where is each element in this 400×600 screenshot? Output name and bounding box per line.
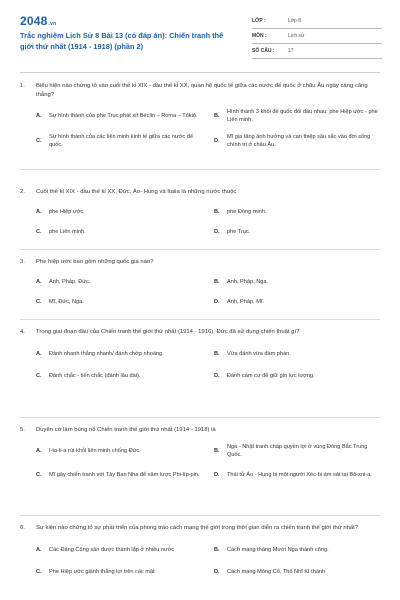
meta-label: LỚP :	[252, 18, 266, 24]
option-a[interactable]	[36, 347, 202, 361]
option-a[interactable]	[36, 443, 202, 459]
option-b[interactable]	[214, 205, 380, 219]
option-d[interactable]	[214, 295, 380, 309]
option-d[interactable]	[214, 468, 380, 482]
option-letter: C.	[36, 298, 42, 305]
option-text: Vừa đánh vừa đàm phán.	[227, 350, 291, 357]
option-text: Đánh chắc - tiến chắc (đánh lâu dài).	[49, 372, 141, 379]
question-5	[20, 426, 380, 516]
option-text: Đánh nhanh thắng nhanh/ đánh chớp nhoáng.	[49, 350, 164, 357]
question-text: Phe hiệp ước bao gồm những quốc gia nào?	[36, 259, 154, 265]
question-3	[20, 258, 380, 320]
question-6	[20, 524, 380, 585]
question-text: Biểu hiện nào chứng tỏ vào cuối thế kỉ XIX - đầu thế kỉ XX, quan hệ quốc tế giữa các nước đế quốc ở châu Âu ngày càng căng thẳng?	[36, 83, 368, 98]
option-b[interactable]	[214, 275, 380, 289]
option-text: phe Hiệp ước.	[49, 208, 85, 215]
option-letter: A.	[36, 113, 42, 120]
option-text: Đánh cầm cự để giữ gìn lực lượng.	[227, 372, 315, 379]
option-letter: D.	[214, 298, 220, 305]
option-text: I-ta-li-a rút khỏi liên minh chống Đức.	[49, 447, 141, 454]
option-letter: C.	[36, 138, 42, 145]
question-text: Sự kiện nào chứng tỏ sự phát triển của phong trào cách mạng thế giới trong thời gian diễn ra chiến tranh thế giới thứ nhất?	[36, 525, 359, 531]
option-letter: B.	[214, 208, 220, 215]
option-d[interactable]	[214, 225, 380, 239]
question-number: 2.	[20, 189, 25, 195]
meta-value: 17	[288, 48, 294, 54]
option-text: phe Liên minh.	[49, 228, 86, 235]
option-b[interactable]	[214, 108, 380, 124]
header-divider	[20, 72, 380, 73]
option-letter: A.	[36, 278, 42, 285]
option-letter: D.	[214, 568, 220, 575]
option-text: Anh, Pháp, Đức.	[49, 278, 91, 285]
header	[0, 0, 400, 72]
question-2	[20, 188, 380, 250]
option-text: Các Đảng Cộng sản được thành lập ở nhiều nước	[49, 546, 175, 553]
question-text: Trong giai đoạn đầu của Chiến tranh thế giới thứ nhất (1914 - 1916), Đức đã sử dụng chiến thuật gì?	[36, 329, 300, 335]
option-letter: D.	[214, 228, 220, 235]
logo-domain: .vn	[48, 21, 57, 27]
option-letter: C.	[36, 471, 42, 478]
question-number: 1.	[20, 83, 25, 89]
question-4	[20, 328, 380, 418]
option-text: Phe Hiệp ước giành thắng lợi trên các mặt	[49, 568, 155, 575]
option-text: Cách mạng tháng Mười Nga thành công.	[227, 546, 329, 553]
option-text: Anh, Pháp, Mĩ.	[227, 298, 265, 305]
option-text: Mĩ gia tăng ảnh hưởng và can thiệp sâu sắc vào đời sống chính trị ở châu Âu.	[227, 134, 371, 149]
option-letter: A.	[36, 208, 42, 215]
option-letter: C.	[36, 228, 42, 235]
option-letter: D.	[214, 471, 220, 478]
option-letter: B.	[214, 113, 220, 120]
option-text: Hình thành 3 khối đế quốc đối đầu nhau: phe Hiệp ước - phe Liên minh.	[227, 109, 378, 124]
question-text: Cuối thế kỉ XIX - đầu thế kỉ XX, Đức, Áo- Hung và Italia là những nước thuộc	[36, 189, 237, 195]
option-text: Mĩ, Đức, Nga.	[49, 298, 84, 305]
question-number: 5.	[20, 427, 25, 433]
option-letter: B.	[214, 447, 220, 454]
question-number: 4.	[20, 329, 25, 335]
option-text: Sự hình thành của các liên minh kinh tế giữa các nước đế quốc.	[49, 134, 193, 149]
option-text: Sự hình thành của phe Trục phát xít Béclin – Roma – Tôkiô.	[49, 113, 198, 120]
option-letter: A.	[36, 447, 42, 454]
option-text: Thái tử Áo - Hung bị một người Xéc-bi ám sát tại Bô-xni-a.	[227, 471, 372, 478]
option-letter: A.	[36, 350, 42, 357]
option-c[interactable]	[36, 133, 202, 149]
option-d[interactable]	[214, 565, 380, 579]
option-d[interactable]	[214, 369, 380, 383]
option-text: phe Đồng minh.	[227, 208, 267, 215]
meta-row-count	[252, 44, 382, 59]
option-d[interactable]	[214, 133, 380, 149]
meta-value: Lớp 8	[288, 18, 302, 24]
meta-row-subject	[252, 29, 382, 44]
option-letter: B.	[214, 546, 220, 553]
option-a[interactable]	[36, 543, 202, 557]
meta-label: MÔN :	[252, 33, 267, 39]
question-number: 3.	[20, 259, 25, 265]
meta-label: SỐ CÂU :	[252, 48, 275, 54]
meta-row-class	[252, 14, 382, 29]
page-title: Trắc nghiệm Lịch Sử 8 Bài 13 (có đáp án): Chiến tranh thế giới thứ nhất (1914 - 1918) (phần 2)	[20, 31, 224, 51]
option-letter: D.	[214, 372, 220, 379]
option-c[interactable]	[36, 295, 202, 309]
option-a[interactable]	[36, 108, 202, 124]
option-letter: C.	[36, 372, 42, 379]
question-list	[20, 80, 380, 585]
meta-value: Lịch sử	[288, 33, 305, 39]
question-number: 6.	[20, 525, 25, 531]
question-text: Duyên cớ làm bùng nổ Chiến tranh thế giới thứ nhất (1914 - 1918) là	[36, 427, 216, 433]
option-text: Anh, Pháp, Nga.	[227, 278, 269, 285]
logo-main: 2048	[20, 14, 48, 28]
option-a[interactable]	[36, 205, 202, 219]
option-b[interactable]	[214, 443, 380, 459]
option-text: phe Trục.	[227, 228, 251, 235]
question-1	[20, 82, 380, 170]
option-letter: C.	[36, 568, 42, 575]
option-c[interactable]	[36, 225, 202, 239]
site-logo[interactable]	[20, 14, 56, 28]
option-b[interactable]	[214, 347, 380, 361]
option-b[interactable]	[214, 543, 380, 557]
option-c[interactable]	[36, 369, 202, 383]
option-letter: B.	[214, 278, 220, 285]
meta-box	[252, 14, 382, 59]
option-c[interactable]	[36, 565, 202, 579]
option-a[interactable]	[36, 275, 202, 289]
option-text: Nga - Nhật tranh chấp quyền lợi ở vùng Đông Bắc Trung Quốc.	[227, 443, 368, 458]
option-text: Mĩ gây chiến tranh với Tây Ban Nha để xâm lược Phi-líp-pin.	[49, 471, 200, 478]
option-c[interactable]	[36, 468, 202, 482]
option-text: Cách mạng Mông Cổ, Thổ Nhĩ Kì thành	[227, 568, 326, 575]
option-letter: A.	[36, 546, 42, 553]
option-letter: B.	[214, 350, 220, 357]
option-letter: D.	[214, 138, 220, 145]
